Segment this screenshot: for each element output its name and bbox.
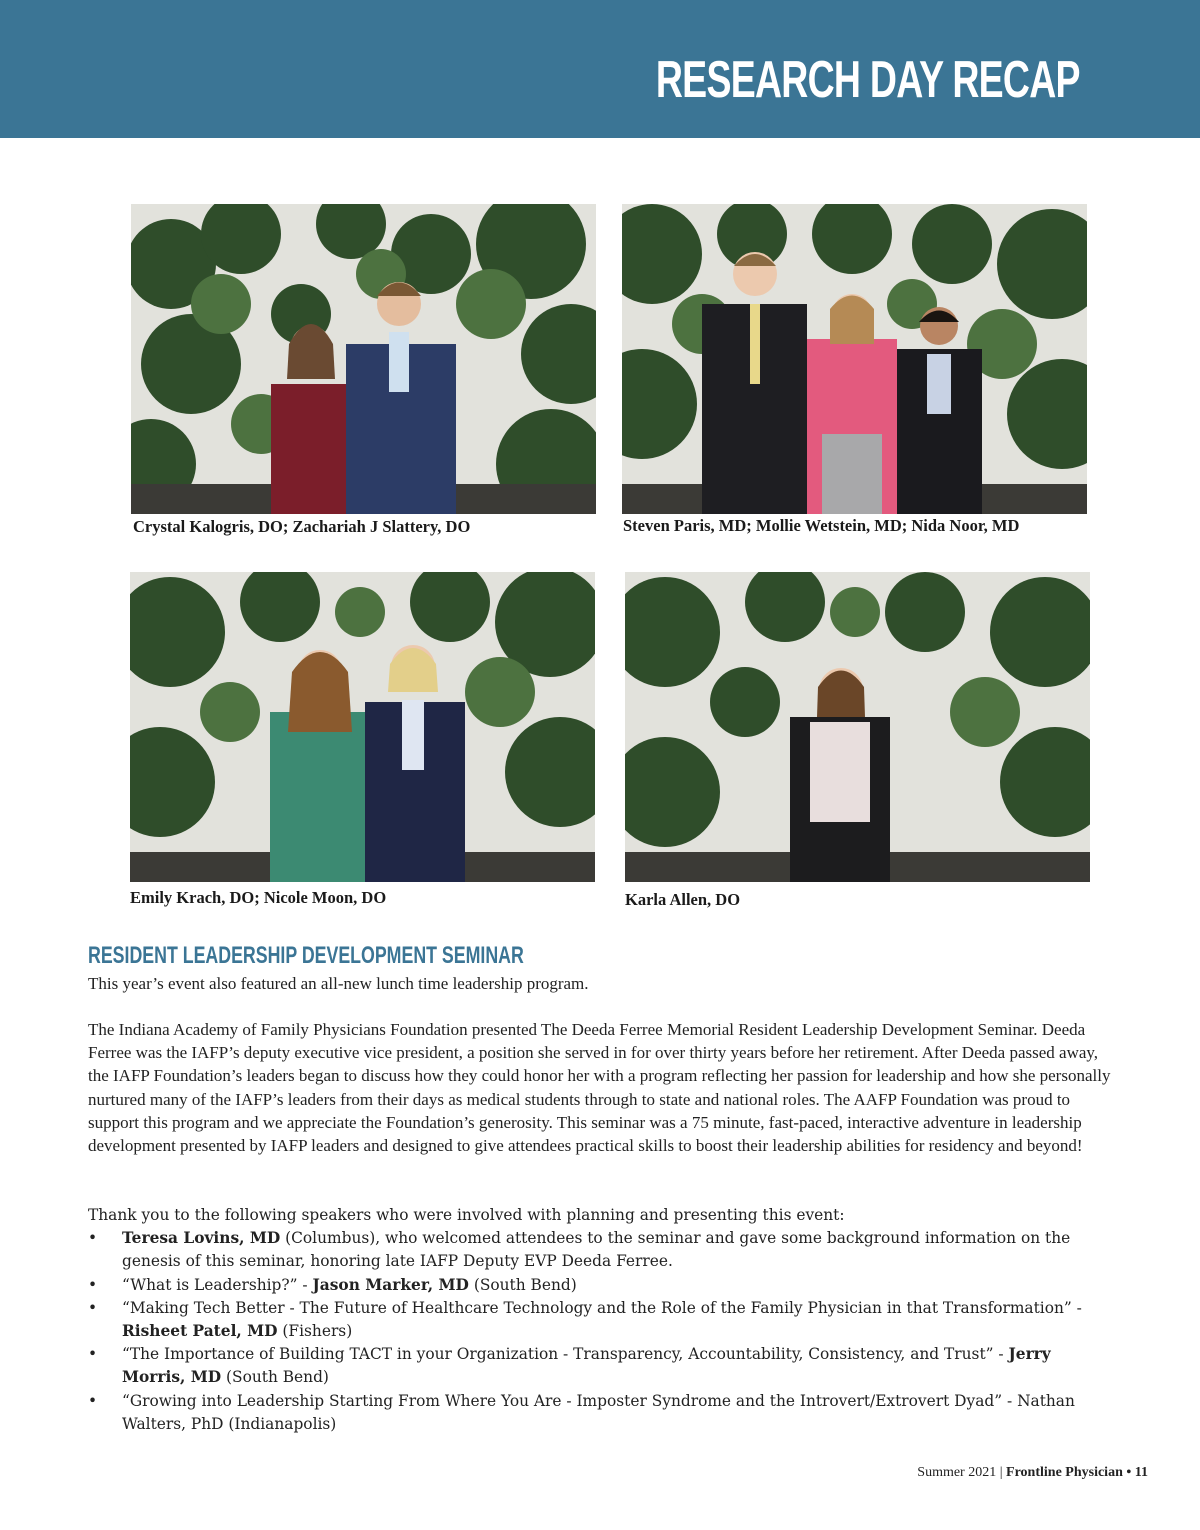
list-item: • “What is Leadership?” - Jason Marker, MD (South Bend) bbox=[88, 1274, 1118, 1297]
photo-caption: Crystal Kalogris, DO; Zachariah J Slattery, DO bbox=[133, 517, 471, 536]
photo-caption: Emily Krach, DO; Nicole Moon, DO bbox=[130, 888, 387, 907]
section-heading: RESIDENT LEADERSHIP DEVELOPMENT SEMINAR bbox=[88, 942, 524, 969]
bullet-icon: • bbox=[88, 1229, 98, 1248]
speaker-name: Risheet Patel, MD bbox=[122, 1322, 278, 1341]
speaker-name: Jerry Morris, MD bbox=[122, 1345, 1051, 1387]
bullet-icon: • bbox=[88, 1391, 98, 1410]
speakers-intro: Thank you to the following speakers who were involved with planning and presenting this event: bbox=[88, 1206, 845, 1224]
speaker-list bbox=[88, 1227, 1118, 1436]
intro-paragraph: This year’s event also featured an all-new lunch time leadership program. bbox=[88, 974, 589, 993]
list-item: • “The Importance of Building TACT in your Organization - Transparency, Accountability, Consistency, and Trust” - Jerry Morris, MD (South Bend) bbox=[88, 1345, 1051, 1387]
bullet-icon: • bbox=[88, 1345, 98, 1364]
speakers-block bbox=[88, 1204, 1118, 1436]
issue-date: Summer 2021 bbox=[917, 1465, 997, 1480]
footer-dot: • bbox=[1126, 1465, 1132, 1480]
bullet-icon: • bbox=[88, 1275, 98, 1294]
photo-kalogris-slattery bbox=[131, 204, 596, 514]
page-number: 11 bbox=[1134, 1465, 1148, 1480]
speaker-name: Jason Marker, MD bbox=[312, 1275, 469, 1294]
footer-separator: | bbox=[999, 1465, 1003, 1480]
list-item: • “Growing into Leadership Starting From Where You Are - Imposter Syndrome and the Introvert/Extrovert Dyad” - Nathan Walters, PhD (Indianapolis) bbox=[88, 1391, 1075, 1433]
page-title: RESEARCH DAY RECAP bbox=[656, 51, 1080, 109]
photo-caption: Steven Paris, MD; Mollie Wetstein, MD; Nida Noor, MD bbox=[623, 516, 1020, 535]
photo-allen bbox=[625, 572, 1090, 882]
bullet-icon: • bbox=[88, 1298, 98, 1317]
body-paragraph: The Indiana Academy of Family Physicians Foundation presented The Deeda Ferree Memorial Resident Leadership Development Seminar. Deeda Ferree was the IAFP’s deputy executive vice president, a position she served in for over thirty years before her retirement. After Deeda passed away, the IAFP Foundation’s leaders began to discuss how they could honor her with a program reflecting her passion for leadership and how she personally nurtured many of the IAFP’s leaders from their days as medical students through to state and national roles. The AAFP Foundation was proud to support this program and we appreciate the Foundation’s generosity. This seminar was a 75 minute, fast-paced, interactive adventure in leadership development presented by IAFP leaders and designed to give attendees practical skills to boost their leadership abilities for residency and beyond! bbox=[88, 1020, 1111, 1156]
speaker-name: Teresa Lovins, MD bbox=[122, 1229, 281, 1248]
photo-krach-moon bbox=[130, 572, 595, 882]
photo-caption: Karla Allen, DO bbox=[625, 890, 741, 909]
list-item: • “Making Tech Better - The Future of Healthcare Technology and the Role of the Family Physician in that Transformation” - Risheet Patel, MD (Fishers) bbox=[88, 1298, 1082, 1341]
page-footer bbox=[917, 1465, 1148, 1481]
photo-paris-wetstein-noor bbox=[622, 204, 1087, 514]
publication-name: Frontline Physician bbox=[1006, 1465, 1123, 1480]
header-banner bbox=[0, 0, 1200, 138]
list-item: • Teresa Lovins, MD (Columbus), who welcomed attendees to the seminar and gave some background information on the genesis of this seminar, honoring late IAFP Deputy EVP Deeda Ferree. bbox=[88, 1229, 1071, 1271]
